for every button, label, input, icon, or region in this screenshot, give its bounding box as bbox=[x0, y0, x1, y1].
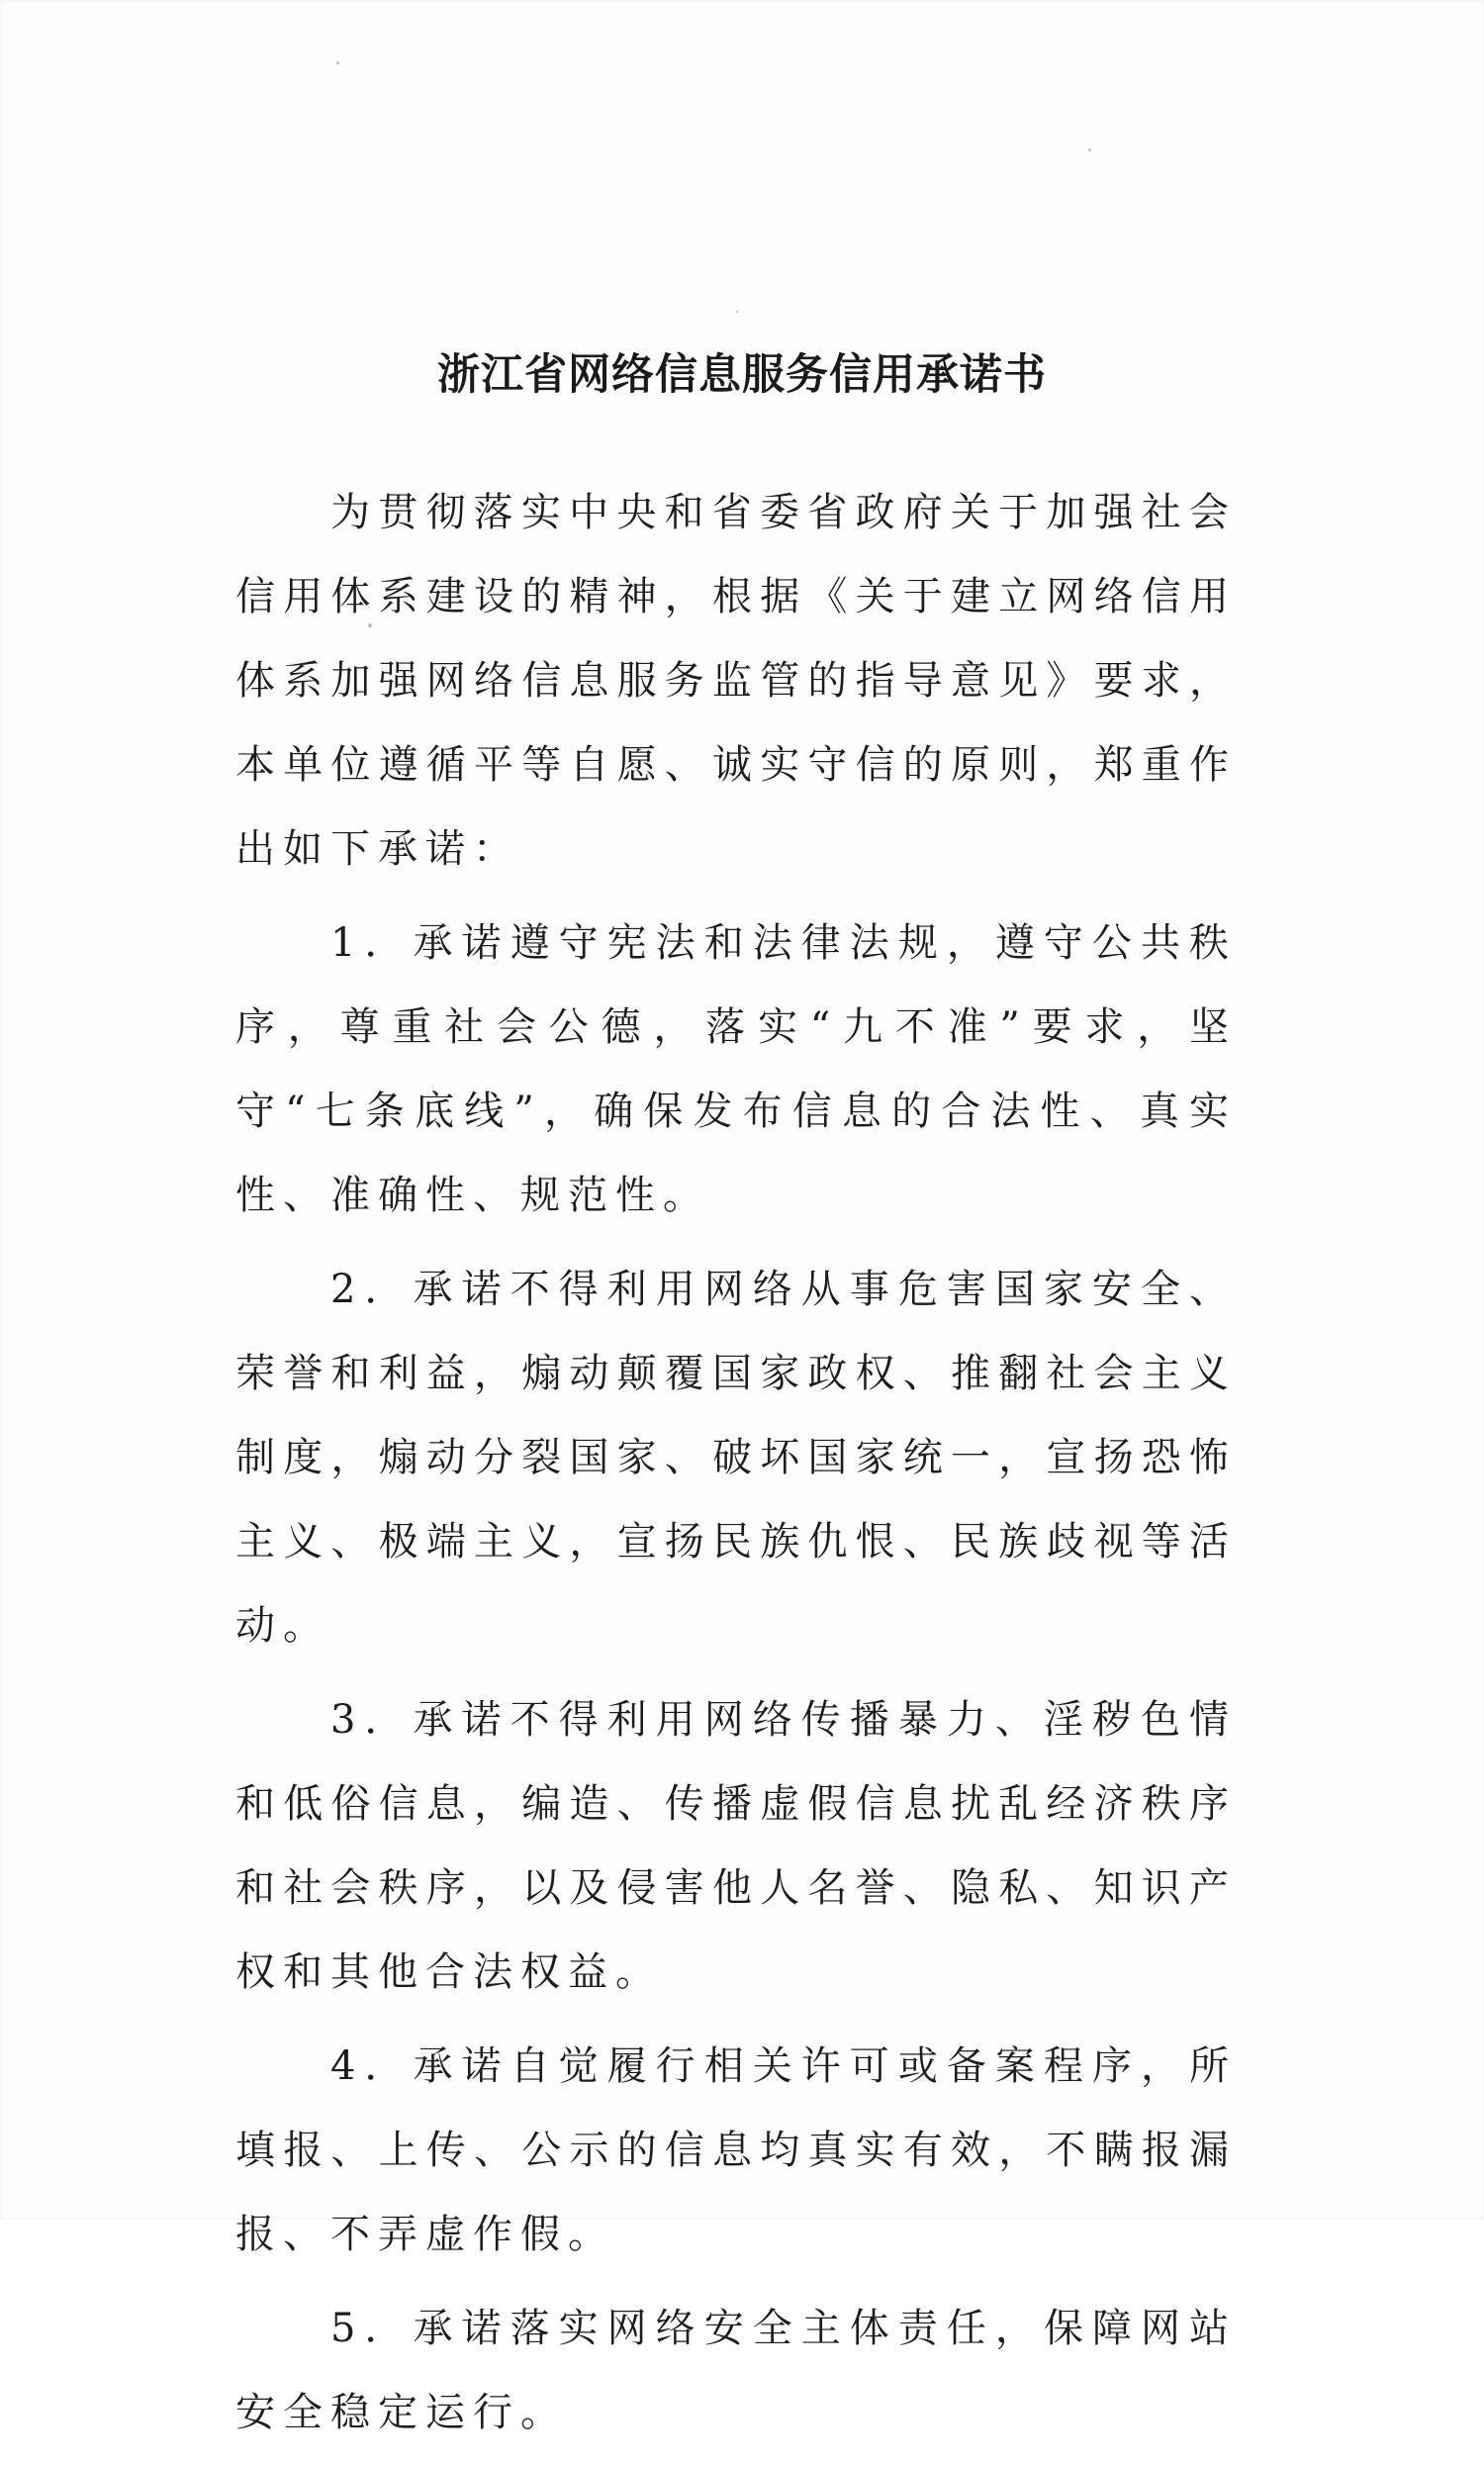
scan-speck bbox=[336, 61, 339, 64]
commitment-item-1: 1．承诺遵守宪法和法律法规，遵守公共秩序，尊重社会公德，落实“九不准”要求，坚守“七条底线”，确保发布信息的合法性、真实性、准确性、规范性。 bbox=[235, 920, 1237, 1218]
document-body bbox=[235, 471, 1237, 2465]
scan-speck bbox=[1088, 148, 1091, 151]
scan-speck bbox=[736, 311, 738, 313]
intro-paragraph: 为贯彻落实中央和省委省政府关于加强社会信用体系建设的精神，根据《关于建立网络信用体系加强网络信息服务监管的指导意见》要求，本单位遵循平等自愿、诚实守信的原则，郑重作出如下承诺： bbox=[235, 490, 1237, 872]
commitment-item-3: 3．承诺不得利用网络传播暴力、淫秽色情和低俗信息，编造、传播虚假信息扰乱经济秩序和社会秩序，以及侵害他人名誉、隐私、知识产权和其他合法权益。 bbox=[235, 1697, 1237, 1995]
commitment-item-4: 4．承诺自觉履行相关许可或备案程序，所填报、上传、公示的信息均真实有效，不瞒报漏报、不弄虚作假。 bbox=[235, 2043, 1237, 2257]
commitment-item-2: 2．承诺不得利用网络从事危害国家安全、荣誉和利益，煽动颠覆国家政权、推翻社会主义制度，煽动分裂国家、破坏国家统一，宣扬恐怖主义、极端主义，宣扬民族仇恨、民族歧视等活动。 bbox=[235, 1267, 1237, 1649]
document-title: 浙江省网络信息服务信用承诺书 bbox=[437, 350, 1047, 400]
commitment-item-5: 5．承诺落实网络安全主体责任，保障网站安全稳定运行。 bbox=[235, 2306, 1237, 2435]
